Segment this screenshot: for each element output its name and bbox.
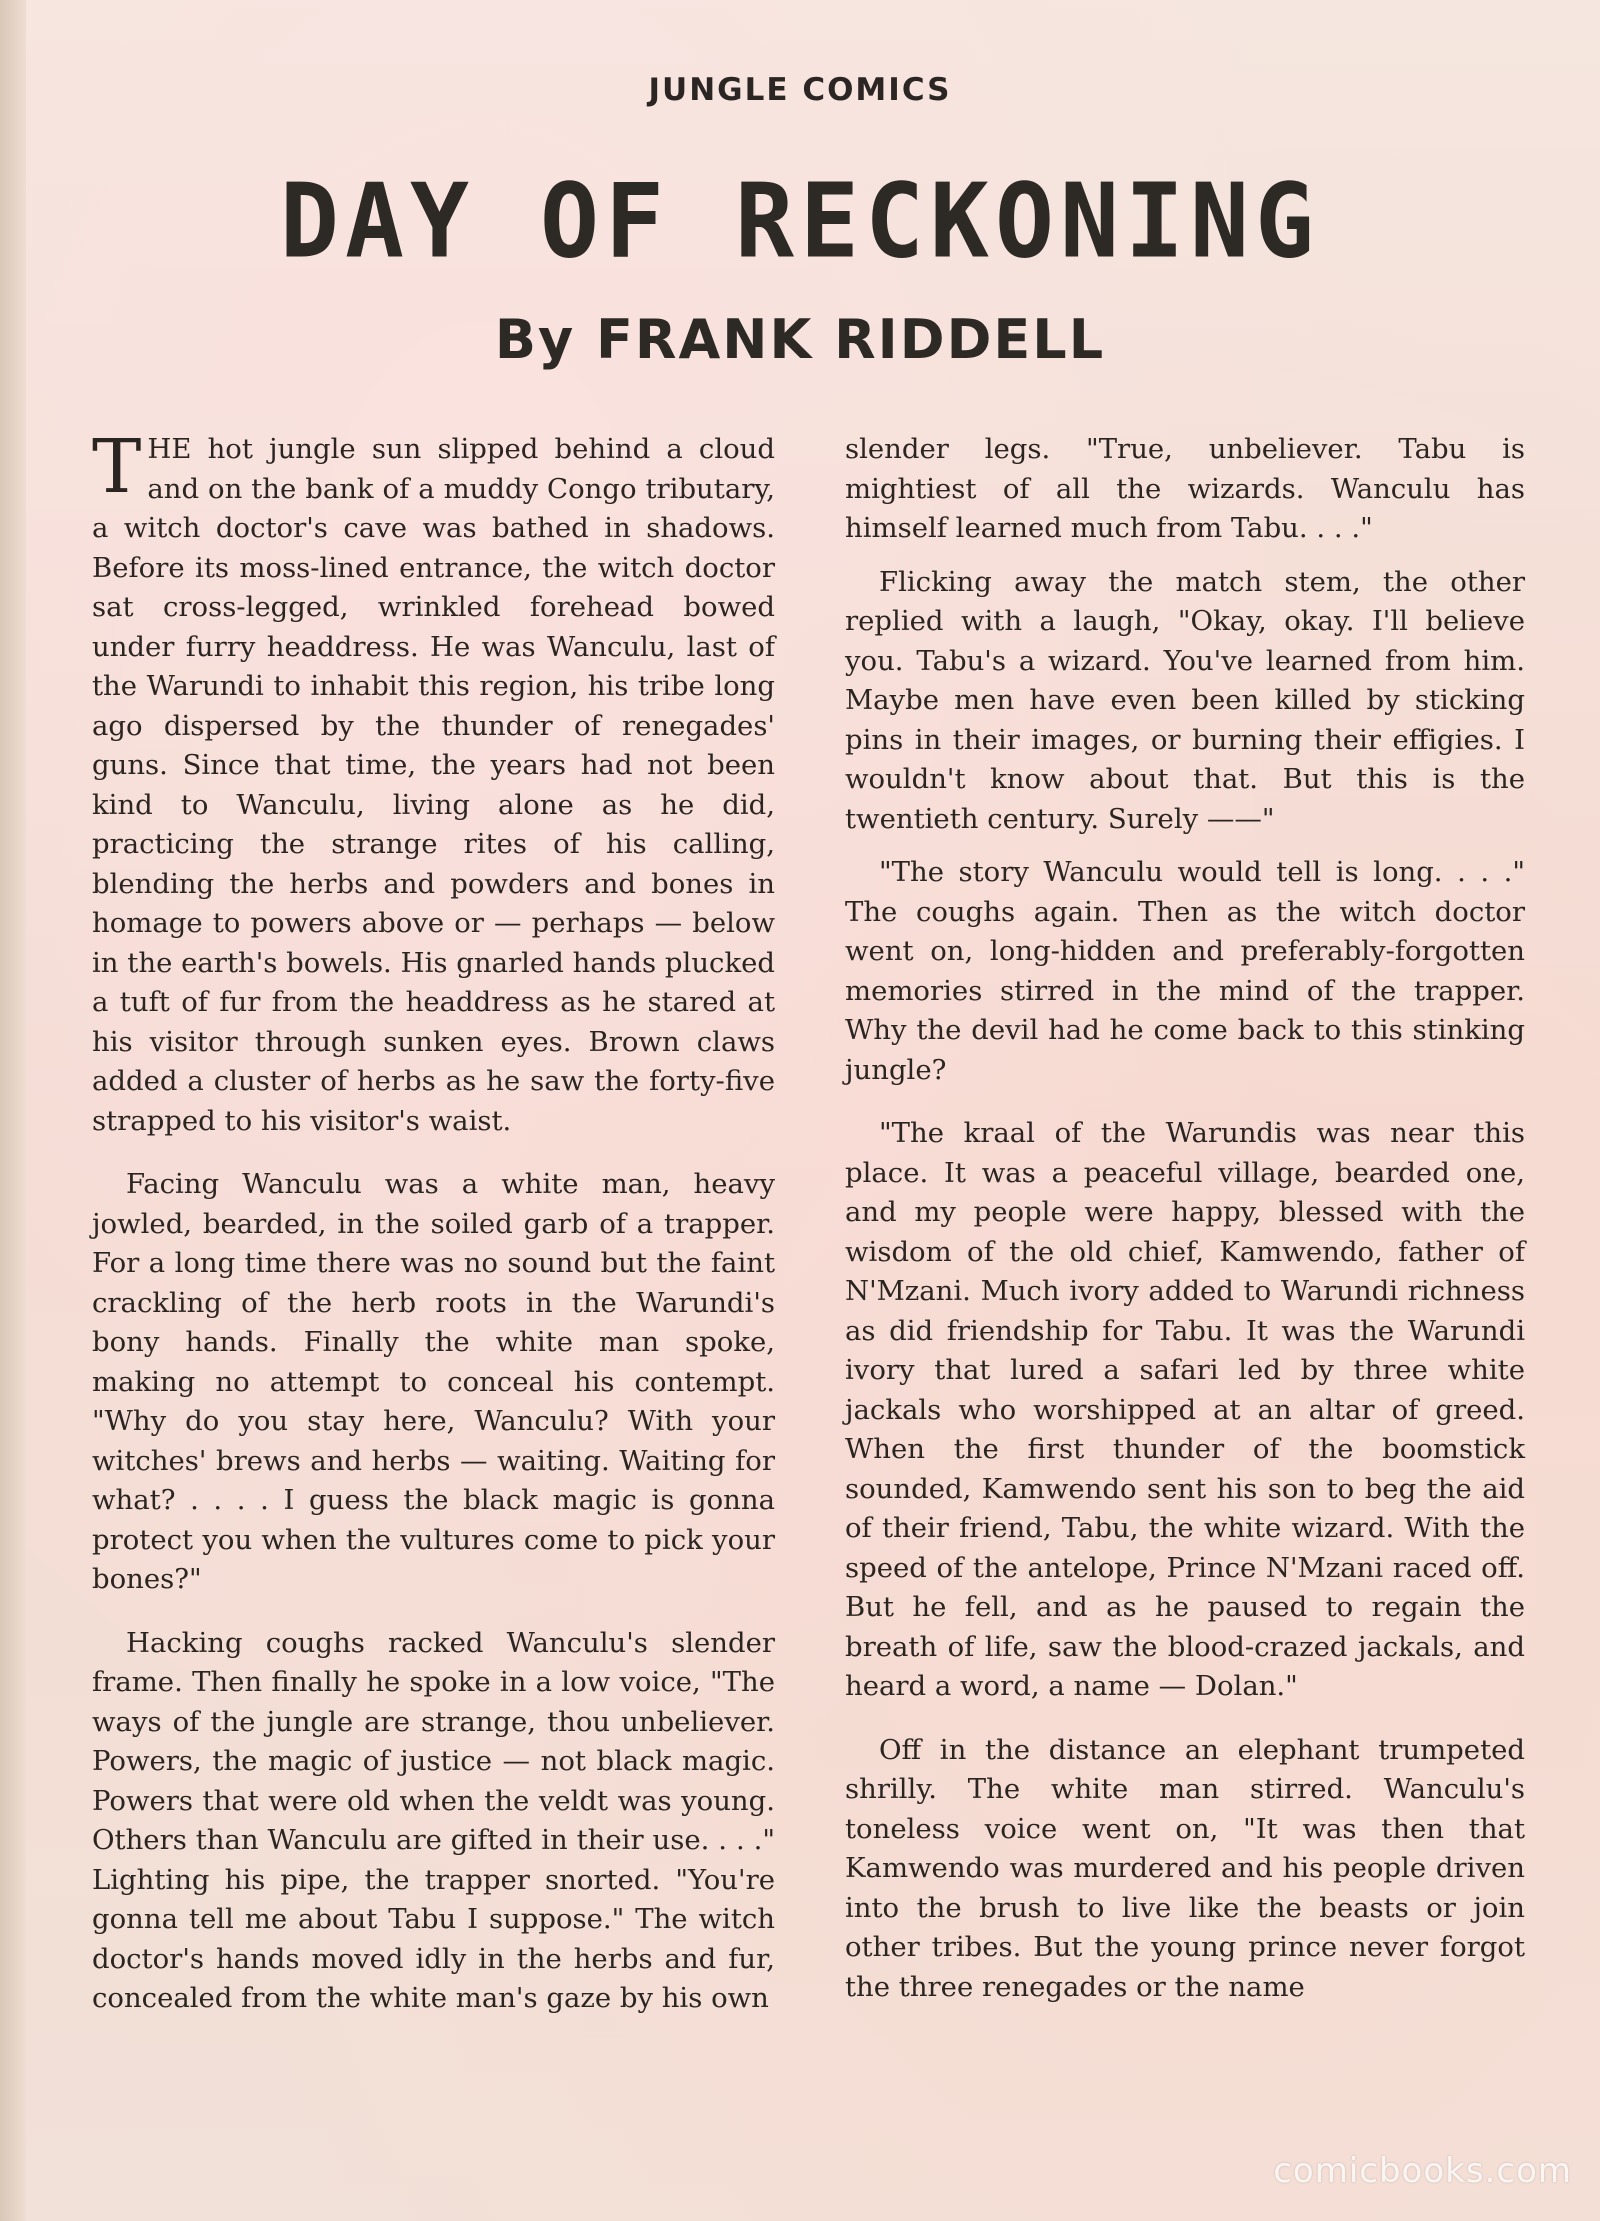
- magazine-header: JUNGLE COMICS: [648, 72, 952, 108]
- right-column: [845, 430, 1525, 2031]
- paragraph: Facing Wanculu was a white man, heavy jowled, bearded, in the soiled garb of a trapper. For a long time there was no sound but the faint crackling of the herb roots in the Warundi's bony hands. Finally the white man spoke, making no attempt to conceal his contempt. "Why do you stay here, Wanculu? With your witches' brews and herbs — waiting. Waiting for what? . . . . I guess the black magic is gonna protect you when the vultures come to pick your bones?": [92, 1168, 775, 1595]
- story-title: DAY OF RECKONING: [279, 162, 1320, 282]
- paragraph: [92, 424, 775, 1141]
- paragraph: Flicking away the match stem, the other replied with a laugh, "Okay, okay. I'll believe you. Tabu's a wizard. You've learned from him. Maybe men have even been killed by sticking pins in their images, or burning their effigies. I wouldn't know about that. But this is the twentieth century. Surely ——": [845, 565, 1525, 835]
- column-divider: [810, 430, 811, 2150]
- story-byline: By FRANK RIDDELL: [494, 308, 1106, 371]
- paragraph: slender legs. "True, unbeliever. Tabu is mightiest of all the wizards. Wanculu has himself learned much from Tabu. . . .": [845, 433, 1525, 544]
- paragraph: "The story Wanculu would tell is long. . . ." The coughs again. Then as the witch doctor went on, long-hidden and preferably-forgotten memories stirred in the mind of the trapper. Why the devil had he come back to this stinking jungle?: [845, 856, 1525, 1086]
- left-column: [92, 424, 775, 2043]
- drop-cap: T: [92, 424, 142, 510]
- paragraph-text: HE hot jungle sun slipped behind a cloud and on the bank of a muddy Congo tributary, a witch doctor's cave was bathed in shadows. Before its moss-lined entrance, the witch doctor sat cross-legged, wrinkled forehead bowed under furry headdress. He was Wanculu, last of the Warundi to inhabit this region, his tribe long ago dispersed by the thunder of renegades' guns. Since that time, the years had not been kind to Wanculu, living alone as he did, practicing the strange rites of his calling, blending the herbs and powders and bones in homage to powers above or — perhaps — below in the earth's bowels. His gnarled hands plucked a tuft of fur from the headdress as he stared at his visitor through sunken eyes. Brown claws added a cluster of herbs as he saw the forty-five strapped to his visitor's waist.: [92, 433, 775, 1137]
- paragraph: Off in the distance an elephant trumpeted shrilly. The white man stirred. Wanculu's toneless voice went on, "It was then that Kamwendo was murdered and his people driven into the brush to live like the beasts or join other tribes. But the young prince never forgot the three renegades or the name: [845, 1733, 1525, 2003]
- paragraph: "The kraal of the Warundis was near this place. It was a peaceful village, bearded one, and my people were happy, blessed with the wisdom of the old chief, Kamwendo, father of N'Mzani. Much ivory added to Warundi richness as did friendship for Tabu. It was the Warundi ivory that lured a safari led by three white jackals who worshipped at an altar of greed. When the first thunder of the boomstick sounded, Kamwendo sent his son to beg the aid of their friend, Tabu, the white wizard. With the speed of the antelope, Prince N'Mzani raced off. But he fell, and as he paused to regain the breath of life, saw the blood-crazed jackals, and heard a word, a name — Dolan.": [845, 1117, 1525, 1702]
- site-watermark: comicbooks.com: [1273, 2151, 1572, 2191]
- paragraph: Hacking coughs racked Wanculu's slender frame. Then finally he spoke in a low voice, "The ways of the jungle are strange, thou unbeliever. Powers, the magic of justice — not black magic. Powers that were old when the veldt was young. Others than Wanculu are gifted in their use. . . ." Lighting his pipe, the trapper snorted. "You're gonna tell me about Tabu I suppose." The witch doctor's hands moved idly in the herbs and fur, concealed from the white man's gaze by his own: [92, 1626, 775, 2014]
